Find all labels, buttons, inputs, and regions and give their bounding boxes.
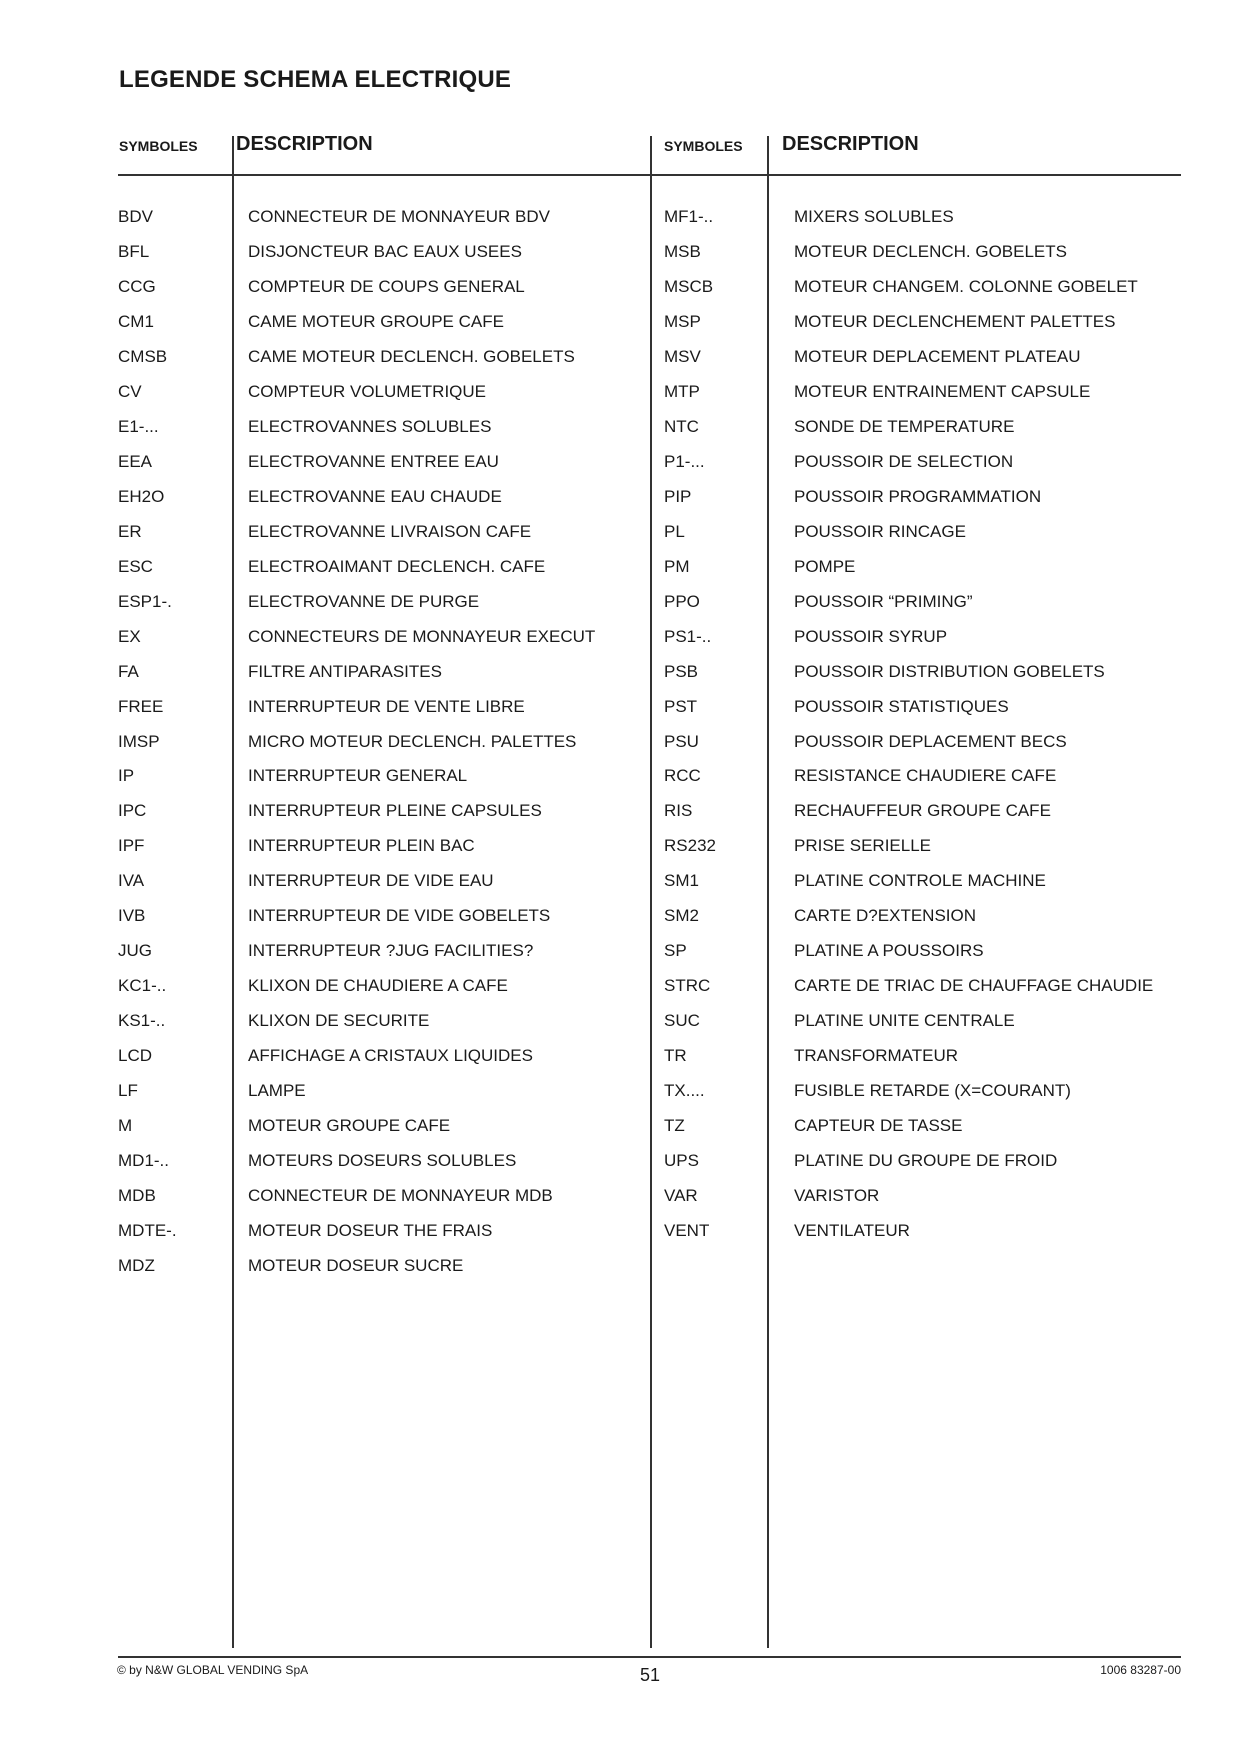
symbol-description: ELECTROVANNE EAU CHAUDE <box>248 486 502 506</box>
symbol-description: CONNECTEUR DE MONNAYEUR BDV <box>248 207 550 227</box>
legend-row <box>664 1213 1153 1248</box>
legend-row <box>664 969 1153 1004</box>
column-divider-center <box>650 136 652 1648</box>
legend-row <box>664 270 1153 305</box>
symbol-code: E1-... <box>118 417 159 437</box>
symbol-description: FUSIBLE RETARDE (X=COURANT) <box>794 1080 1071 1100</box>
symbol-code: PSB <box>664 661 699 681</box>
symbol-description: CAPTEUR DE TASSE <box>794 1115 963 1135</box>
legend-row <box>118 1248 595 1283</box>
symbol-code: MDTE-. <box>118 1220 177 1240</box>
symbol-description: MIXERS SOLUBLES <box>794 207 954 227</box>
symbol-code: EX <box>118 626 141 646</box>
symbol-description: MOTEUR DOSEUR THE FRAIS <box>248 1220 493 1240</box>
symbol-code: RS232 <box>664 836 716 856</box>
symbol-description: CAME MOTEUR DECLENCH. GOBELETS <box>248 347 575 367</box>
legend-row <box>118 794 595 829</box>
legend-row <box>118 1004 595 1039</box>
symbol-description: MOTEUR DECLENCHEMENT PALETTES <box>794 312 1116 332</box>
symbol-description: KLIXON DE CHAUDIERE A CAFE <box>248 976 508 996</box>
symbol-code: PIP <box>664 486 692 506</box>
legend-row <box>664 375 1153 410</box>
symbol-description: INTERRUPTEUR DE VIDE GOBELETS <box>248 906 551 926</box>
symbol-description: ELECTROVANNE DE PURGE <box>248 591 480 611</box>
legend-row <box>118 969 595 1004</box>
symbol-code: CV <box>118 382 142 402</box>
symbol-code: EH2O <box>118 486 165 506</box>
legend-row <box>664 200 1153 235</box>
symbol-description: VENTILATEUR <box>794 1220 910 1240</box>
symbol-code: MDB <box>118 1185 156 1205</box>
symbol-description: MOTEUR DOSEUR SUCRE <box>248 1255 464 1275</box>
symbol-code: MF1-.. <box>664 207 714 227</box>
symbol-description: PLATINE UNITE CENTRALE <box>794 1011 1015 1031</box>
symbol-description: RESISTANCE CHAUDIERE CAFE <box>794 766 1057 786</box>
symbol-code: BDV <box>118 207 153 227</box>
legend-row <box>118 899 595 934</box>
symbol-description: LAMPE <box>248 1080 306 1100</box>
symbol-description: CONNECTEURS DE MONNAYEUR EXECUT <box>248 626 596 646</box>
legend-row <box>118 1178 595 1213</box>
symbol-code: VENT <box>664 1220 710 1240</box>
symbol-code: UPS <box>664 1150 699 1170</box>
symbol-description: POUSSOIR STATISTIQUES <box>794 696 1009 716</box>
symbol-description: COMPTEUR DE COUPS GENERAL <box>248 277 525 297</box>
legend-row <box>664 654 1153 689</box>
legend-row <box>664 445 1153 480</box>
legend-row <box>664 480 1153 515</box>
symbol-code: MSP <box>664 312 701 332</box>
symbol-description: MOTEURS DOSEURS SOLUBLES <box>248 1150 517 1170</box>
symbol-code: SUC <box>664 1011 700 1031</box>
symbol-description: VARISTOR <box>794 1185 880 1205</box>
legend-row <box>118 235 595 270</box>
symbol-description: POUSSOIR “PRIMING” <box>794 591 973 611</box>
symbol-code: TZ <box>664 1115 685 1135</box>
legend-row <box>118 270 595 305</box>
page-number: 51 <box>640 1665 661 1685</box>
legend-row <box>118 1108 595 1143</box>
symbol-description: FILTRE ANTIPARASITES <box>248 661 442 681</box>
symbol-code: FA <box>118 661 139 681</box>
page-title: LEGENDE SCHEMA ELECTRIQUE <box>119 66 512 93</box>
legend-row <box>118 1143 595 1178</box>
symbol-code: M <box>118 1115 133 1135</box>
symbol-description: CARTE DE TRIAC DE CHAUFFAGE CHAUDIE <box>794 976 1154 996</box>
legend-row <box>664 514 1153 549</box>
header-description-right: DESCRIPTION <box>782 133 919 155</box>
legend-row <box>664 1178 1153 1213</box>
symbol-description: RECHAUFFEUR GROUPE CAFE <box>794 801 1051 821</box>
legend-row <box>118 864 595 899</box>
copyright-text: © by N&W GLOBAL VENDING SpA <box>117 1663 309 1677</box>
symbol-code: PL <box>664 521 685 541</box>
symbol-code: PST <box>664 696 698 716</box>
symbol-code: IP <box>118 766 135 786</box>
legend-row <box>118 934 595 969</box>
symbol-description: INTERRUPTEUR ?JUG FACILITIES? <box>248 941 534 961</box>
symbol-code: MSCB <box>664 277 714 297</box>
header-symbols-left: SYMBOLES <box>119 138 198 154</box>
symbol-code: RIS <box>664 801 693 821</box>
symbol-code: MDZ <box>118 1255 155 1275</box>
legend-row <box>118 689 595 724</box>
symbol-code: KC1-.. <box>118 976 167 996</box>
legend-row <box>118 829 595 864</box>
symbol-description: INTERRUPTEUR PLEIN BAC <box>248 836 475 856</box>
symbol-code: LF <box>118 1080 138 1100</box>
legend-row <box>664 549 1153 584</box>
symbol-code: LCD <box>118 1045 153 1065</box>
symbol-code: P1-... <box>664 452 705 472</box>
legend-row <box>118 1213 595 1248</box>
symbol-description: POUSSOIR DE SELECTION <box>794 452 1014 472</box>
symbol-description: MICRO MOTEUR DECLENCH. PALETTES <box>248 731 577 751</box>
symbol-description: POUSSOIR RINCAGE <box>794 521 966 541</box>
legend-row <box>118 410 595 445</box>
legend-row <box>118 340 595 375</box>
symbol-description: ELECTROVANNE ENTREE EAU <box>248 452 499 472</box>
legend-row <box>664 1039 1153 1074</box>
symbol-description: POUSSOIR SYRUP <box>794 626 948 646</box>
legend-row <box>118 305 595 340</box>
footer-divider <box>118 1656 1181 1658</box>
symbol-description: AFFICHAGE A CRISTAUX LIQUIDES <box>248 1045 533 1065</box>
symbol-description: POUSSOIR DISTRIBUTION GOBELETS <box>794 661 1105 681</box>
symbol-code: MSV <box>664 347 701 367</box>
symbol-code: ER <box>118 521 142 541</box>
legend-row <box>118 1039 595 1074</box>
symbol-code: MD1-.. <box>118 1150 169 1170</box>
symbol-description: PRISE SERIELLE <box>794 836 932 856</box>
legend-row <box>664 1108 1153 1143</box>
legend-row <box>118 445 595 480</box>
symbol-description: ELECTROVANNE LIVRAISON CAFE <box>248 521 532 541</box>
legend-row <box>664 759 1153 794</box>
symbol-code: CMSB <box>118 347 168 367</box>
legend-row <box>664 724 1153 759</box>
legend-row <box>664 794 1153 829</box>
legend-row <box>664 584 1153 619</box>
legend-row <box>664 689 1153 724</box>
symbol-code: MSB <box>664 242 701 262</box>
symbol-description: PLATINE CONTROLE MACHINE <box>794 871 1046 891</box>
symbol-description: MOTEUR ENTRAINEMENT CAPSULE <box>794 382 1091 402</box>
symbol-code: IVA <box>118 871 145 891</box>
symbol-code: VAR <box>664 1185 698 1205</box>
symbol-description: KLIXON DE SECURITE <box>248 1011 430 1031</box>
symbol-description: CONNECTEUR DE MONNAYEUR MDB <box>248 1185 553 1205</box>
symbol-code: PPO <box>664 591 700 611</box>
legend-row <box>664 619 1153 654</box>
symbol-description: ELECTROAIMANT DECLENCH. CAFE <box>248 556 546 576</box>
legend-row <box>664 934 1153 969</box>
legend-row <box>664 899 1153 934</box>
symbol-code: IPC <box>118 801 147 821</box>
symbol-code: RCC <box>664 766 701 786</box>
symbol-code: SM1 <box>664 871 699 891</box>
symbol-code: NTC <box>664 417 699 437</box>
symbol-code: MTP <box>664 382 700 402</box>
symbol-description: MOTEUR CHANGEM. COLONNE GOBELET <box>794 277 1138 297</box>
legend-row <box>118 514 595 549</box>
symbol-description: PLATINE DU GROUPE DE FROID <box>794 1150 1058 1170</box>
symbol-code: BFL <box>118 242 150 262</box>
legend-row <box>118 375 595 410</box>
symbol-code: PS1-.. <box>664 626 712 646</box>
symbol-code: PM <box>664 556 690 576</box>
legend-row <box>664 1143 1153 1178</box>
header-description-left: DESCRIPTION <box>236 133 373 155</box>
symbol-description: SONDE DE TEMPERATURE <box>794 417 1015 437</box>
symbol-code: IMSP <box>118 731 160 751</box>
legend-row <box>664 340 1153 375</box>
legend-row <box>118 724 595 759</box>
legend-row <box>664 305 1153 340</box>
symbol-description: INTERRUPTEUR GENERAL <box>248 766 468 786</box>
legend-row <box>664 864 1153 899</box>
legend-list-right <box>664 200 1153 1248</box>
symbol-code: FREE <box>118 696 164 716</box>
symbol-code: CCG <box>118 277 156 297</box>
legend-list-left <box>118 200 595 1283</box>
symbol-description: MOTEUR GROUPE CAFE <box>248 1115 451 1135</box>
symbol-description: INTERRUPTEUR DE VIDE EAU <box>248 871 494 891</box>
symbol-code: STRC <box>664 976 711 996</box>
symbol-description: CARTE D?EXTENSION <box>794 906 977 926</box>
symbol-description: MOTEUR DECLENCH. GOBELETS <box>794 242 1067 262</box>
symbol-code: SM2 <box>664 906 699 926</box>
symbol-description: POMPE <box>794 556 856 576</box>
symbol-description: COMPTEUR VOLUMETRIQUE <box>248 382 487 402</box>
header-symbols-right: SYMBOLES <box>664 138 743 154</box>
symbol-code: IPF <box>118 836 145 856</box>
symbol-description: MOTEUR DEPLACEMENT PLATEAU <box>794 347 1081 367</box>
symbol-code: ESC <box>118 556 153 576</box>
legend-row <box>118 619 595 654</box>
symbol-code: EEA <box>118 452 153 472</box>
legend-row <box>118 200 595 235</box>
legend-row <box>118 1073 595 1108</box>
legend-row <box>664 410 1153 445</box>
legend-row <box>118 480 595 515</box>
symbol-description: CAME MOTEUR GROUPE CAFE <box>248 312 504 332</box>
symbol-code: JUG <box>118 941 152 961</box>
symbol-code: TR <box>664 1045 687 1065</box>
symbol-code: PSU <box>664 731 699 751</box>
document-code: 1006 83287-00 <box>1100 1663 1181 1677</box>
symbol-description: PLATINE A POUSSOIRS <box>794 941 984 961</box>
symbol-code: CM1 <box>118 312 154 332</box>
legend-row <box>664 1073 1153 1108</box>
symbol-description: DISJONCTEUR BAC EAUX USEES <box>248 242 522 262</box>
symbol-code: SP <box>664 941 687 961</box>
legend-row <box>118 549 595 584</box>
legend-row <box>118 584 595 619</box>
symbol-description: INTERRUPTEUR DE VENTE LIBRE <box>248 696 525 716</box>
symbol-code: ESP1-. <box>118 591 172 611</box>
legend-row <box>664 1004 1153 1039</box>
legend-row <box>118 759 595 794</box>
symbol-code: KS1-.. <box>118 1011 166 1031</box>
symbol-description: ELECTROVANNES SOLUBLES <box>248 417 492 437</box>
symbol-description: INTERRUPTEUR PLEINE CAPSULES <box>248 801 542 821</box>
symbol-code: TX.... <box>664 1080 705 1100</box>
symbol-code: IVB <box>118 906 146 926</box>
symbol-description: POUSSOIR PROGRAMMATION <box>794 486 1042 506</box>
symbol-description: TRANSFORMATEUR <box>794 1045 959 1065</box>
legend-row <box>118 654 595 689</box>
symbol-description: POUSSOIR DEPLACEMENT BECS <box>794 731 1067 751</box>
legend-row <box>664 235 1153 270</box>
legend-row <box>664 829 1153 864</box>
